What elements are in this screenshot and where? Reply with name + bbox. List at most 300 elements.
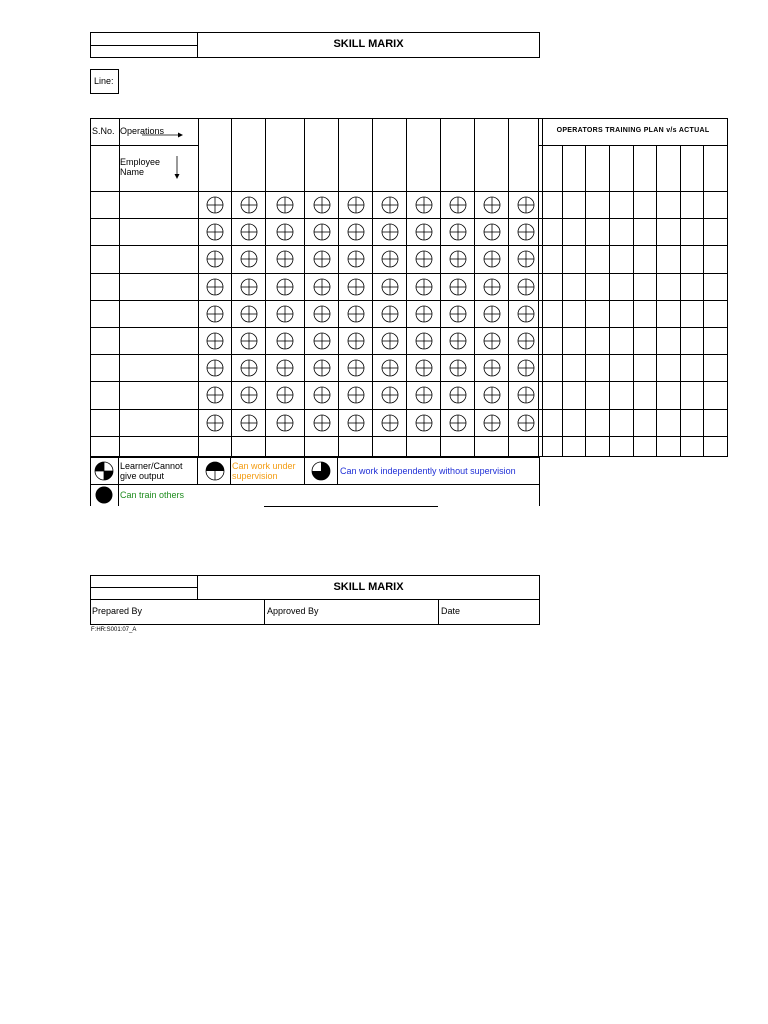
skill-cell[interactable] [199,246,232,273]
skill-cell[interactable] [339,409,373,436]
plan-cell[interactable] [609,327,633,354]
skill-cell[interactable] [407,273,441,300]
sno-cell[interactable] [91,327,120,354]
plan-cell[interactable] [657,300,681,327]
skill-cell[interactable] [475,382,509,409]
plan-cell[interactable] [586,273,610,300]
plan-cell[interactable] [680,273,704,300]
quartered-circle-icon [346,222,366,242]
skill-cell[interactable] [232,219,266,246]
legend-v1 [118,457,119,506]
plan-cell[interactable] [562,327,586,354]
plan-cell[interactable] [586,300,610,327]
footer-split [90,599,540,600]
skill-cell[interactable] [407,219,441,246]
skill-cell[interactable] [232,436,266,456]
quartered-circle-icon [346,195,366,215]
quartered-circle-icon [239,249,259,269]
plan-cell[interactable] [704,382,728,409]
table-row [91,382,543,409]
skill-cell[interactable] [441,355,475,382]
sno-cell[interactable] [91,300,120,327]
skill-cell[interactable] [305,436,339,456]
plan-row [539,436,728,456]
skill-cell[interactable] [266,409,305,436]
plan-cell[interactable] [657,273,681,300]
plan-cell[interactable] [609,273,633,300]
quartered-circle-icon [516,304,536,324]
prepared-by-field[interactable]: Prepared By [92,606,143,616]
skill-cell[interactable] [266,219,305,246]
plan-cell[interactable] [680,409,704,436]
plan-cell[interactable] [562,219,586,246]
plan-cell[interactable] [586,436,610,456]
quartered-circle-icon [414,222,434,242]
plan-cell[interactable] [657,219,681,246]
plan-cell[interactable] [609,409,633,436]
skill-cell[interactable] [199,327,232,354]
plan-cell[interactable] [680,300,704,327]
plan-cell[interactable] [562,382,586,409]
employee-name-cell[interactable] [120,436,199,456]
skill-cell[interactable] [232,327,266,354]
legend-row-divider [90,484,540,485]
plan-cell[interactable] [633,300,657,327]
quartered-circle-icon [380,385,400,405]
skill-cell[interactable] [266,436,305,456]
skill-cell[interactable] [407,355,441,382]
training-plan-title: OPERATORS TRAINING PLAN v/s ACTUAL [556,127,710,134]
plan-cell[interactable] [657,192,681,219]
quartered-circle-icon [482,195,502,215]
plan-cell[interactable] [539,409,563,436]
skill-cell[interactable] [339,300,373,327]
skill-cell[interactable] [441,192,475,219]
sno-cell[interactable] [91,192,120,219]
plan-cell[interactable] [539,436,563,456]
quartered-circle-icon [275,385,295,405]
legend-v4 [304,457,305,484]
plan-cell[interactable] [562,273,586,300]
skill-cell[interactable] [373,246,407,273]
skill-cell[interactable] [441,219,475,246]
employee-label-line1: Employee [120,157,161,167]
skill-cell[interactable] [339,355,373,382]
plan-cell[interactable] [633,273,657,300]
employee-name-cell[interactable] [120,382,199,409]
skill-cell[interactable] [266,300,305,327]
quartered-circle-icon [448,195,468,215]
plan-cell[interactable] [539,327,563,354]
quartered-circle-icon [312,358,332,378]
skill-cell[interactable] [441,409,475,436]
skill-cell[interactable] [305,327,339,354]
plan-column-header[interactable] [586,146,610,192]
quartered-circle-icon [275,249,295,269]
plan-cell[interactable] [633,327,657,354]
skill-cell[interactable] [232,246,266,273]
plan-cell[interactable] [586,409,610,436]
quartered-circle-icon [205,277,225,297]
plan-column-header[interactable] [657,146,681,192]
skill-cell[interactable] [199,355,232,382]
legend-v2 [197,457,198,484]
skill-cell[interactable] [407,327,441,354]
skill-cell[interactable] [339,382,373,409]
legend-supervision-line2: supervision [232,471,278,481]
quartered-circle-icon [482,304,502,324]
skill-cell[interactable] [373,192,407,219]
plan-cell[interactable] [657,355,681,382]
operation-header-cell[interactable] [199,119,232,192]
plan-cell[interactable] [586,192,610,219]
quartered-circle-icon [346,413,366,433]
quartered-circle-icon [346,304,366,324]
plan-cell[interactable] [633,409,657,436]
plan-cell[interactable] [657,436,681,456]
quartered-circle-icon [516,277,536,297]
employee-name-cell[interactable] [120,300,199,327]
plan-row [539,246,728,273]
quartered-circle-icon [380,413,400,433]
skill-cell[interactable] [232,382,266,409]
skill-cell[interactable] [475,273,509,300]
plan-cell[interactable] [609,219,633,246]
employee-name-cell[interactable] [120,327,199,354]
quartered-circle-icon [346,277,366,297]
skill-cell[interactable] [232,300,266,327]
skill-cell[interactable] [373,409,407,436]
skill-cell[interactable] [407,382,441,409]
skill-cell[interactable] [373,327,407,354]
skill-cell[interactable] [305,192,339,219]
plan-cell[interactable] [562,355,586,382]
plan-cell[interactable] [680,219,704,246]
legend-independent-text: Can work independently without supervision [340,466,516,476]
plan-cell[interactable] [680,192,704,219]
skill-cell[interactable] [475,436,509,456]
operation-header-cell[interactable] [475,119,509,192]
skill-cell[interactable] [339,192,373,219]
quartered-circle-icon [380,195,400,215]
legend-v5 [337,457,338,484]
plan-column-header[interactable] [562,146,586,192]
quartered-circle-icon [482,222,502,242]
date-field[interactable]: Date [441,606,461,616]
skill-cell[interactable] [305,246,339,273]
plan-cell[interactable] [609,355,633,382]
skill-cell[interactable] [475,246,509,273]
plan-cell[interactable] [609,246,633,273]
plan-cell[interactable] [680,436,704,456]
plan-cell[interactable] [562,246,586,273]
plan-cell[interactable] [539,355,563,382]
supervision-symbol-icon [204,460,226,482]
skill-cell[interactable] [441,436,475,456]
skill-cell[interactable] [266,192,305,219]
quartered-circle-icon [516,385,536,405]
plan-cell[interactable] [609,192,633,219]
skill-cell[interactable] [232,273,266,300]
skill-cell[interactable] [441,300,475,327]
employee-name-cell[interactable] [120,246,199,273]
sno-cell[interactable] [91,219,120,246]
plan-cell[interactable] [657,327,681,354]
plan-cell[interactable] [704,192,728,219]
quartered-circle-icon [516,222,536,242]
plan-cell[interactable] [539,273,563,300]
quartered-circle-icon [312,304,332,324]
skill-cell[interactable] [407,436,441,456]
skill-cell[interactable] [266,355,305,382]
skill-cell[interactable] [232,409,266,436]
skill-cell[interactable] [373,436,407,456]
plan-column-header[interactable] [633,146,657,192]
operation-header-cell[interactable] [232,119,266,192]
skill-cell[interactable] [339,436,373,456]
skill-cell[interactable] [266,246,305,273]
employee-name-cell[interactable] [120,192,199,219]
quartered-circle-icon [516,331,536,351]
plan-cell[interactable] [633,355,657,382]
operations-header: Operations [120,126,165,136]
skill-cell[interactable] [475,192,509,219]
quartered-circle-icon [482,385,502,405]
skill-cell[interactable] [266,273,305,300]
skill-cell[interactable] [199,192,232,219]
skill-cell[interactable] [339,219,373,246]
skill-cell[interactable] [199,382,232,409]
plan-row [539,219,728,246]
operation-header-cell[interactable] [441,119,475,192]
quartered-circle-icon [205,331,225,351]
quartered-circle-icon [380,358,400,378]
plan-cell[interactable] [680,327,704,354]
plan-cell[interactable] [657,409,681,436]
plan-cell[interactable] [704,273,728,300]
plan-cell[interactable] [633,246,657,273]
plan-cell[interactable] [586,219,610,246]
sno-cell[interactable] [91,355,120,382]
skill-cell[interactable] [305,355,339,382]
footer-left-split [90,587,197,588]
quartered-circle-icon [482,413,502,433]
plan-cell[interactable] [609,382,633,409]
quartered-circle-icon [482,331,502,351]
skill-cell[interactable] [475,409,509,436]
quartered-circle-icon [205,249,225,269]
employee-name-cell[interactable] [120,355,199,382]
plan-row [539,382,728,409]
skill-cell[interactable] [373,300,407,327]
approved-by-field[interactable]: Approved By [267,606,319,616]
skill-cell[interactable] [305,409,339,436]
learner-symbol-icon [93,460,115,482]
quartered-circle-icon [380,249,400,269]
table-row [91,300,543,327]
plan-cell[interactable] [609,436,633,456]
plan-cell[interactable] [633,219,657,246]
operation-header-cell[interactable] [407,119,441,192]
skill-cell[interactable] [407,192,441,219]
skill-cell[interactable] [305,382,339,409]
plan-cell[interactable] [657,382,681,409]
plan-cell[interactable] [539,300,563,327]
skill-cell[interactable] [305,300,339,327]
skill-cell[interactable] [373,219,407,246]
plan-column-header[interactable] [680,146,704,192]
plan-row [539,355,728,382]
quartered-circle-icon [239,331,259,351]
plan-cell[interactable] [704,355,728,382]
operation-header-cell[interactable] [305,119,339,192]
quartered-circle-icon [380,222,400,242]
footer-v2 [438,599,439,625]
skill-cell[interactable] [441,246,475,273]
form-code: F:HR:S001:07_A [91,627,137,633]
legend-supervision-text [232,461,296,481]
sno-cell[interactable] [91,246,120,273]
operation-header-cell[interactable] [266,119,305,192]
quartered-circle-icon [380,277,400,297]
plan-cell[interactable] [539,192,563,219]
skill-cell[interactable] [339,246,373,273]
footer-title: SKILL MARIX [333,581,404,593]
plan-cell[interactable] [633,436,657,456]
plan-cell[interactable] [704,409,728,436]
plan-column-header[interactable] [704,146,728,192]
skill-cell[interactable] [475,327,509,354]
skill-cell[interactable] [373,273,407,300]
plan-row [539,192,728,219]
employee-label-line2: Name [120,167,145,177]
skill-cell[interactable] [407,300,441,327]
employee-name-cell[interactable] [120,219,199,246]
plan-cell[interactable] [657,246,681,273]
skill-cell[interactable] [305,219,339,246]
plan-cell[interactable] [633,192,657,219]
plan-cell[interactable] [704,436,728,456]
plan-cell[interactable] [704,300,728,327]
quartered-circle-icon [275,331,295,351]
training-plan-table [538,118,728,457]
skill-cell[interactable] [305,273,339,300]
table-row [91,219,543,246]
skill-cell[interactable] [266,327,305,354]
quartered-circle-icon [380,331,400,351]
skill-cell[interactable] [475,219,509,246]
skill-cell[interactable] [407,246,441,273]
plan-cell[interactable] [633,382,657,409]
quartered-circle-icon [205,413,225,433]
train-others-symbol-icon [93,485,115,505]
plan-cell[interactable] [539,382,563,409]
skill-cell[interactable] [441,273,475,300]
quartered-circle-icon [414,195,434,215]
plan-cell[interactable] [562,300,586,327]
legend-learner-line1: Learner/Cannot [120,461,183,471]
skill-cell[interactable] [339,273,373,300]
header-left-split [90,45,197,46]
skill-cell[interactable] [373,355,407,382]
plan-cell[interactable] [539,219,563,246]
plan-cell[interactable] [586,382,610,409]
legend-learner-text [120,461,183,481]
plan-cell[interactable] [539,246,563,273]
sno-cell[interactable] [91,436,120,456]
skill-cell[interactable] [441,382,475,409]
quartered-circle-icon [205,195,225,215]
quartered-circle-icon [239,385,259,405]
skill-cell[interactable] [199,300,232,327]
plan-cell[interactable] [562,192,586,219]
skill-cell[interactable] [199,273,232,300]
quartered-circle-icon [275,358,295,378]
plan-cell[interactable] [562,436,586,456]
quartered-circle-icon [448,277,468,297]
skill-cell[interactable] [475,355,509,382]
sno-cell[interactable] [91,382,120,409]
quartered-circle-icon [346,385,366,405]
skill-cell[interactable] [266,382,305,409]
plan-cell[interactable] [586,246,610,273]
quartered-circle-icon [516,413,536,433]
quartered-circle-icon [239,413,259,433]
plan-cell[interactable] [680,382,704,409]
table-row [91,327,543,354]
sno-cell[interactable] [91,273,120,300]
line-label: Line: [94,76,114,86]
skill-cell[interactable] [199,436,232,456]
skill-cell[interactable] [339,327,373,354]
plan-cell[interactable] [609,300,633,327]
quartered-circle-icon [448,304,468,324]
employee-name-cell[interactable] [120,409,199,436]
plan-cell[interactable] [586,327,610,354]
plan-cell[interactable] [586,355,610,382]
sno-cell[interactable] [91,409,120,436]
plan-cell[interactable] [680,355,704,382]
plan-cell[interactable] [680,246,704,273]
quartered-circle-icon [239,195,259,215]
skill-cell[interactable] [441,327,475,354]
plan-column-header[interactable] [539,146,563,192]
plan-cell[interactable] [562,409,586,436]
plan-row [539,300,728,327]
skill-cell[interactable] [199,409,232,436]
plan-cell[interactable] [704,219,728,246]
quartered-circle-icon [448,413,468,433]
plan-column-header[interactable] [609,146,633,192]
quartered-circle-icon [312,249,332,269]
employee-name-cell[interactable] [120,273,199,300]
quartered-circle-icon [414,413,434,433]
skill-cell[interactable] [232,192,266,219]
skill-cell[interactable] [475,300,509,327]
operation-header-cell[interactable] [373,119,407,192]
legend-learner-line2: give output [120,471,165,481]
quartered-circle-icon [239,222,259,242]
skill-cell[interactable] [373,382,407,409]
quartered-circle-icon [414,304,434,324]
plan-cell[interactable] [704,246,728,273]
skill-cell[interactable] [407,409,441,436]
skill-cell[interactable] [199,219,232,246]
plan-cell[interactable] [704,327,728,354]
quartered-circle-icon [346,249,366,269]
operation-header-cell[interactable] [339,119,373,192]
skill-cell[interactable] [232,355,266,382]
